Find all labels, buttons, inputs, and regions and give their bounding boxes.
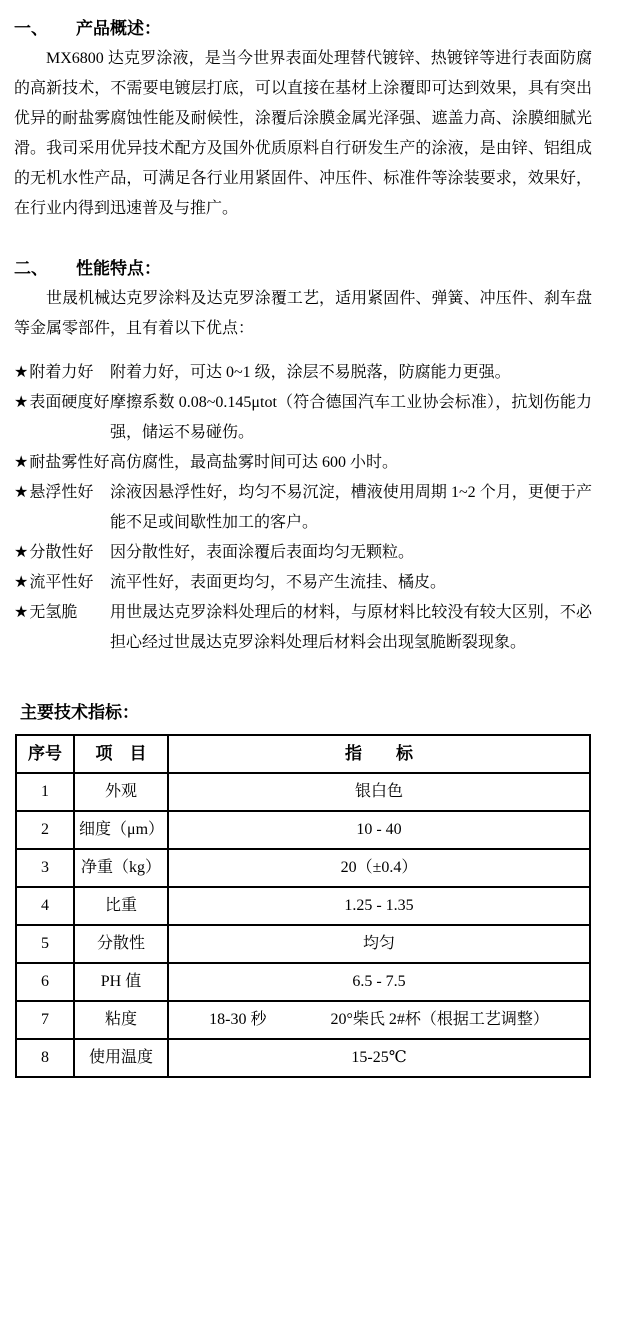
row-value: 15-25℃ <box>168 1039 590 1077</box>
star-icon: ★ <box>14 364 29 381</box>
feature-name: 表面硬度好 <box>29 394 110 411</box>
col-header-spec: 指 标 <box>168 735 590 773</box>
section2-title: 性能特点： <box>76 259 161 278</box>
feature-name: 耐盐雾性好 <box>29 454 110 471</box>
specs-header-row <box>16 735 590 773</box>
row-item: 使用温度 <box>74 1039 168 1077</box>
feature-item-adhesion <box>14 358 592 388</box>
row-item: 分散性 <box>74 925 168 963</box>
section2-number: 二、 <box>14 259 48 278</box>
row-item: 粘度 <box>74 1001 168 1039</box>
row-item: 外观 <box>74 773 168 811</box>
row-no: 6 <box>16 963 74 1001</box>
row-no: 2 <box>16 811 74 849</box>
table-row <box>16 963 590 1001</box>
table-row <box>16 849 590 887</box>
col-header-index: 序号 <box>16 735 74 773</box>
feature-desc: 因分散性好，表面涂覆后表面均匀无颗粒。 <box>110 544 415 561</box>
feature-desc: 用世晟达克罗涂料处理后的材料，与原材料比较没有较大区别，不必担心经过世晟达克罗涂料处理后材料会出现氢脆断裂现象。 <box>110 604 592 651</box>
specs-table <box>15 734 591 1078</box>
row-value: 6.5 - 7.5 <box>168 963 590 1001</box>
star-icon: ★ <box>14 544 29 561</box>
star-icon: ★ <box>14 454 29 471</box>
star-icon: ★ <box>14 574 29 591</box>
section1-number: 一、 <box>14 19 48 38</box>
feature-item-hardness <box>14 388 592 448</box>
row-value: 10 - 40 <box>168 811 590 849</box>
section2-heading <box>14 254 592 284</box>
features-list <box>14 358 592 658</box>
star-icon: ★ <box>14 394 29 411</box>
table-row <box>16 811 590 849</box>
product-overview-paragraph: MX6800 达克罗涂液，是当今世界表面处理替代镀锌、热镀锌等进行表面防腐的高新技术，不需要电镀层打底，可以直接在基材上涂覆即可达到效果，具有突出优异的耐盐雾腐蚀性能及耐候性，涂覆后涂膜金属光泽强、遮盖力高、涂膜细腻光滑。我司采用优异技术配方及国外优质原料自行研发生产的涂液，是由锌、铝组成的无机水性产品，可满足各行业用紧固件、冲压件、标准件等涂装要求，效果好，在行业内得到迅速普及与推广。 <box>14 50 592 217</box>
row-value: 均匀 <box>168 925 590 963</box>
star-icon: ★ <box>14 604 29 621</box>
feature-name: 分散性好 <box>29 544 94 561</box>
table-row <box>16 887 590 925</box>
col-header-item: 项 目 <box>74 735 168 773</box>
row-value: 银白色 <box>168 773 590 811</box>
star-icon: ★ <box>14 484 29 501</box>
specs-title: 主要技术指标： <box>20 703 139 722</box>
feature-desc: 流平性好，表面更均匀，不易产生流挂、橘皮。 <box>110 574 447 591</box>
row-no: 8 <box>16 1039 74 1077</box>
row-value: 18-30 秒 20°柴氏 2#杯（根据工艺调整） <box>168 1001 590 1039</box>
feature-item-leveling <box>14 568 592 598</box>
feature-item-no-hydrogen-embrittlement <box>14 598 592 658</box>
feature-desc: 附着力好，可达 0~1 级，涂层不易脱落，防腐能力更强。 <box>110 364 511 381</box>
feature-item-dispersion <box>14 538 592 568</box>
feature-name: 附着力好 <box>29 364 94 381</box>
table-row <box>16 1039 590 1077</box>
section1-heading <box>14 14 592 44</box>
table-row <box>16 1001 590 1039</box>
row-value: 20（±0.4） <box>168 849 590 887</box>
row-item: 比重 <box>74 887 168 925</box>
row-item: 净重（kg） <box>74 849 168 887</box>
table-row <box>16 773 590 811</box>
table-row <box>16 925 590 963</box>
feature-desc: 高仿腐性，最高盐雾时间可达 600 小时。 <box>110 454 399 471</box>
row-no: 3 <box>16 849 74 887</box>
feature-desc: 摩擦系数 0.08~0.145μtot（符合德国汽车工业协会标准），抗划伤能力强，储运不易碰伤。 <box>110 394 592 441</box>
row-item: PH 值 <box>74 963 168 1001</box>
feature-item-suspension <box>14 478 592 538</box>
feature-name: 流平性好 <box>29 574 94 591</box>
row-value: 1.25 - 1.35 <box>168 887 590 925</box>
row-no: 5 <box>16 925 74 963</box>
row-item: 细度（μm） <box>74 811 168 849</box>
feature-name: 无氢脆 <box>29 604 78 621</box>
feature-item-salt-spray <box>14 448 592 478</box>
row-no: 4 <box>16 887 74 925</box>
features-intro-paragraph: 世晟机械达克罗涂料及达克罗涂覆工艺，适用紧固件、弹簧、冲压件、刹车盘等金属零部件，且有着以下优点： <box>14 290 592 337</box>
feature-name: 悬浮性好 <box>29 484 94 501</box>
section1-title: 产品概述： <box>76 19 161 38</box>
specs-section <box>14 698 592 1078</box>
row-no: 7 <box>16 1001 74 1039</box>
feature-desc: 涂液因悬浮性好，均匀不易沉淀，槽液使用周期 1~2 个月，更便于产能不足或间歇性加工的客户。 <box>110 484 592 531</box>
row-no: 1 <box>16 773 74 811</box>
